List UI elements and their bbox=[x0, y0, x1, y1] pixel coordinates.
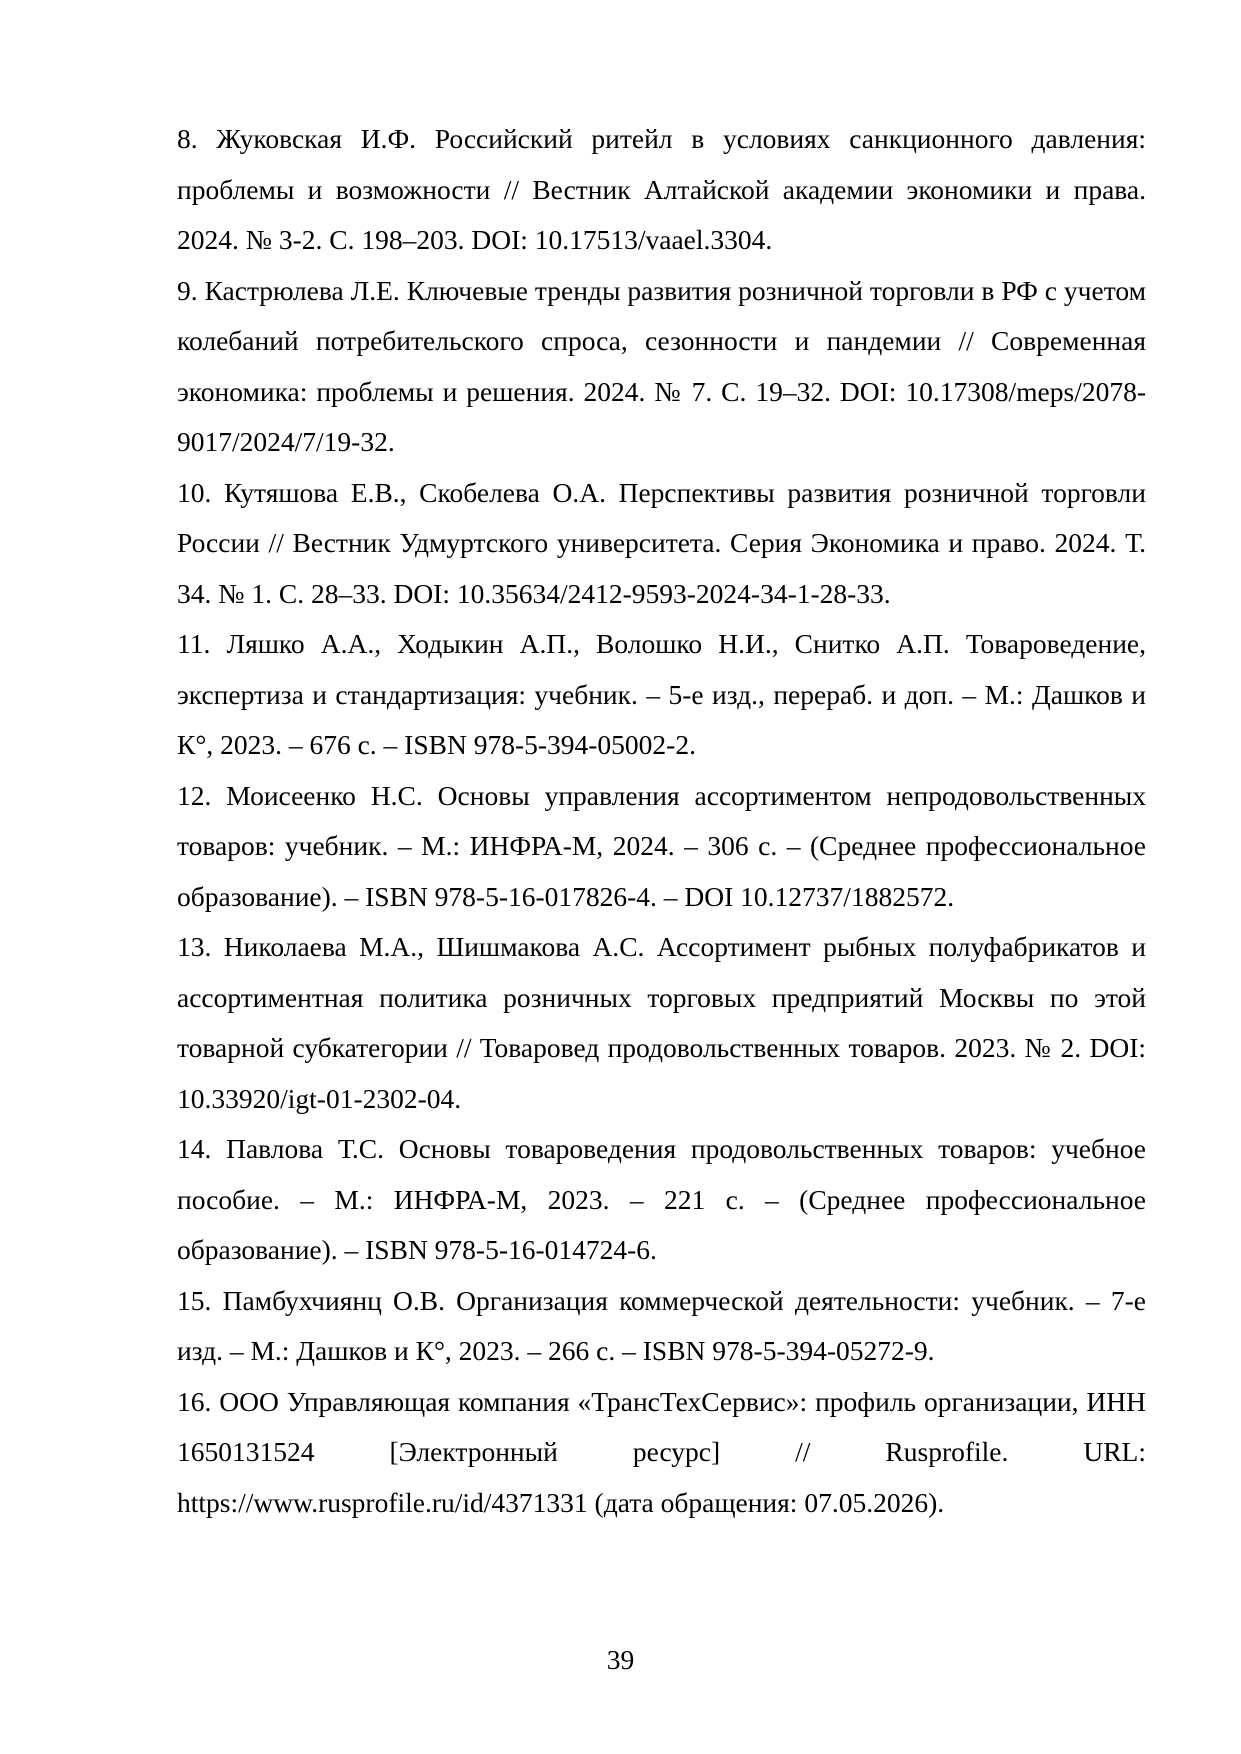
reference-text: Жуковская И.Ф. Российский ритейл в условиях санкционного давления: проблемы и возможности // Вестник Алтайской академии экономики и права. 2024. № 3-2. С. 198–203. DOI: 10.17513/vaael.3304. bbox=[177, 123, 1147, 255]
reference-item bbox=[177, 468, 1146, 620]
page-number: 39 bbox=[606, 1644, 635, 1675]
reference-item bbox=[177, 114, 1146, 266]
reference-item bbox=[177, 922, 1146, 1124]
reference-text: Павлова Т.С. Основы товароведения продовольственных товаров: учебное пособие. – М.: ИНФРА-М, 2023. – 221 с. – (Среднее профессиональное образование). – ISBN 978-5-16-014724-6. bbox=[177, 1133, 1146, 1265]
reference-number: 12. bbox=[177, 779, 212, 811]
reference-number: 10. bbox=[177, 476, 212, 508]
reference-item bbox=[177, 1377, 1146, 1529]
reference-text: Ляшко А.А., Ходыкин А.П., Волошко Н.И., Снитко А.П. Товароведение, экспертиза и стандартизация: учебник. – 5-е изд., перераб. и доп. – М.: Дашков и К°, 2023. – 676 с. – ISBN 978-5-394-05002-2. bbox=[177, 628, 1147, 760]
reference-item bbox=[177, 1124, 1146, 1276]
reference-item bbox=[177, 266, 1146, 468]
reference-text: Памбухчиянц О.В. Организация коммерческой деятельности: учебник. – 7-е изд. – М.: Дашков и К°, 2023. – 266 с. – ISBN 978-5-394-05272-9. bbox=[177, 1284, 1147, 1366]
reference-text: ООО Управляющая компания «ТрансТехСервис»: профиль организации, ИНН 1650131524 [Электронный ресурс] // Rusprofile. URL: https://www.rusprofile.ru/id/4371331 (дата обращения: 07.05.2026). bbox=[177, 1385, 1146, 1518]
reference-text: Николаева М.А., Шишмакова А.С. Ассортимент рыбных полуфабрикатов и ассортиментная политика розничных торговых предприятий Москвы по этой товарной субкатегории // Товаровед продовольственных товаров. 2023. № 2. DOI: 10.33920/igt-01-2302-04. bbox=[177, 931, 1146, 1114]
reference-item bbox=[177, 1276, 1146, 1377]
reference-number: 15. bbox=[177, 1284, 212, 1316]
reference-item bbox=[177, 619, 1146, 771]
reference-number: 14. bbox=[177, 1133, 212, 1164]
reference-number: 11. bbox=[177, 628, 211, 659]
reference-text: Кастрюлева Л.Е. Ключевые тренды развития розничной торговли в РФ с учетом колебаний потребительского спроса, сезонности и пандемии // Современная экономика: проблемы и решения. 2024. № 7. С. 19–32. DOI: 10.17308/meps/2078-9017/2024/7/19-32. bbox=[177, 274, 1146, 457]
reference-number: 8. bbox=[177, 123, 198, 154]
reference-number: 13. bbox=[177, 931, 212, 962]
reference-number: 9. bbox=[177, 274, 198, 306]
reference-list bbox=[177, 114, 1146, 1528]
reference-item bbox=[177, 771, 1146, 923]
reference-text: Кутяшова Е.В., Скобелева О.А. Перспективы развития розничной торговли России // Вестник Удмуртского университета. Серия Экономика и право. 2024. Т. 34. № 1. С. 28–33. DOI: 10.35634/2412-9593-2024-34-1-28-33. bbox=[177, 476, 1146, 609]
reference-number: 16. bbox=[177, 1385, 212, 1417]
reference-text: Моисеенко Н.С. Основы управления ассортиментом непродовольственных товаров: учебник. – М.: ИНФРА-М, 2024. – 306 с. – (Среднее профессиональное образование). – ISBN 978-5-16-017826-4. – DOI 10.12737/1882572. bbox=[177, 779, 1147, 912]
